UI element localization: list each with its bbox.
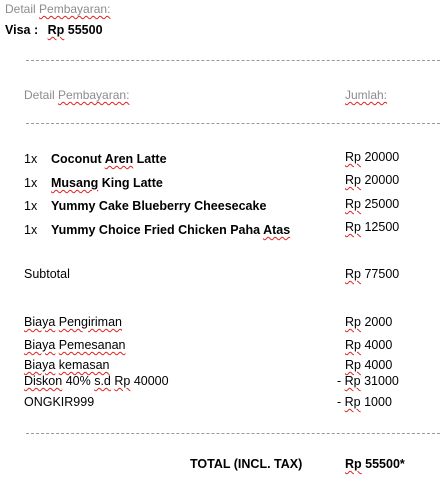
item-price: Rp 12500 (345, 220, 400, 234)
table-header-left: Detail Pembayaran: (24, 88, 130, 102)
item-price: Rp 20000 (345, 173, 400, 187)
fee-label: Biaya Pemesanan (24, 338, 126, 352)
payment-currency: Rp (47, 23, 65, 37)
payment-amount: 55500 (67, 23, 103, 37)
total-label: TOTAL (INCL. TAX) (190, 457, 303, 471)
fee-value: Rp 2000 (345, 315, 393, 329)
payment-method: Visa : (5, 23, 39, 37)
item-price: Rp 20000 (345, 150, 400, 164)
discount-value: - Rp 1000 (337, 395, 392, 409)
subtotal-label: Subtotal (24, 267, 70, 281)
fee-label: Biaya Pengiriman (24, 315, 122, 329)
total-value: Rp 55500* (345, 457, 405, 471)
divider-3 (26, 433, 440, 434)
fee-label: Biaya kemasan (24, 358, 110, 372)
fee-value: Rp 4000 (345, 338, 393, 352)
item-name: Yummy Cake Blueberry Cheesecake (51, 199, 267, 213)
discount-value: - Rp 31000 (337, 374, 399, 388)
discount-label: ONGKIR999 (24, 395, 95, 409)
item-qty: 1x (24, 176, 38, 190)
item-price: Rp 25000 (345, 197, 400, 211)
divider-1 (26, 60, 440, 61)
item-qty: 1x (24, 199, 38, 213)
item-qty: 1x (24, 223, 38, 237)
subtotal-value: Rp 77500 (345, 267, 400, 281)
fee-value: Rp 4000 (345, 358, 393, 372)
item-name: Coconut Aren Latte (51, 152, 167, 166)
discount-label: Diskon 40% s.d Rp 40000 (24, 374, 169, 388)
item-name: Yummy Choice Fried Chicken Paha Atas (51, 223, 291, 237)
table-header-right: Jumlah: (345, 88, 388, 102)
item-qty: 1x (24, 152, 38, 166)
divider-2 (26, 123, 440, 124)
payment-method-line (5, 23, 103, 37)
payment-detail-heading: Detail Pembayaran: (5, 2, 111, 16)
item-name: Musang King Latte (51, 176, 163, 190)
